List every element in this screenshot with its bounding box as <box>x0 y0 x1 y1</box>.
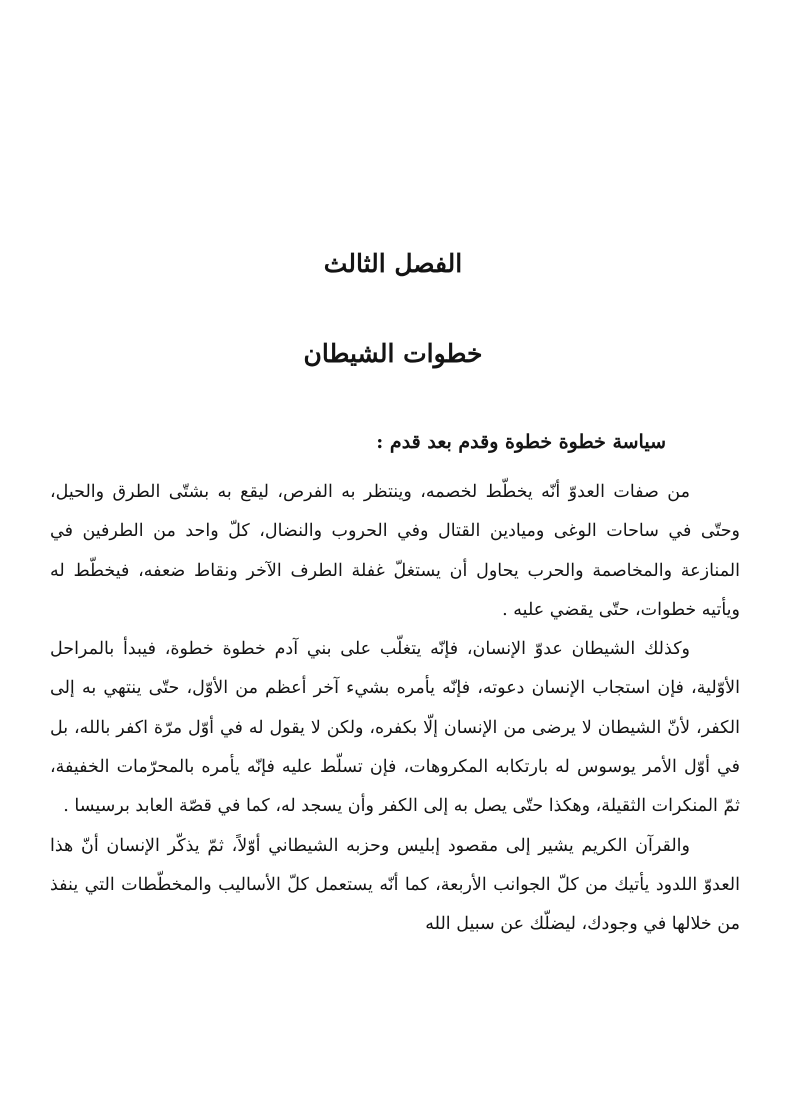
paragraph: من صفات العدوّ أنّه يخطّط لخصمه، وينتظر به الفرص، ليقع به بشتّى الطرق والحيل، وحتّى في ساحات الوغى وميادين القتال وفي الحروب والنضال، كلّ واحد من الطرفين في المنازعة والمخاصمة والحرب يحاول أن يستغلّ غفلة الطرف الآخر ونقاط ضعفه، فيخطّط له ويأتيه خطوات، حتّى يقضي عليه . <box>50 482 740 620</box>
paragraph: وكذلك الشيطان عدوّ الإنسان، فإنّه يتغلّب على بني آدم خطوة خطوة، فيبدأ بالمراحل الأوّلية، فإن استجاب الإنسان دعوته، فإنّه يأمره بشيء آخر أعظم من الأوّل، حتّى ينتهي به إلى الكفر، لأنّ الشيطان لا يرضى من الإنسان إلّا بكفره، ولكن لا يقول له في أوّل مرّة اكفر بالله، بل في أوّل الأمر يوسوس له بارتكابه المكروهات، فإن تسلّط عليه فإنّه يأمره بالمحرّمات الخفيفة، ثمّ المنكرات الثقيلة، وهكذا حتّى يصل به إلى الكفر وأن يسجد له، كما في قصّة العابد برسيسا . <box>50 639 740 817</box>
paragraph: والقرآن الكريم يشير إلى مقصود إبليس وحزبه الشيطاني أوّلاً، ثمّ يذكّر الإنسان أنّ هذا العدوّ اللدود يأتيك من كلّ الجوانب الأربعة، كما أنّه يستعمل كلّ الأساليب والمخطّطات التي ينفذ من خلالها في وجودك، ليضلّك عن سبيل الله <box>50 835 740 935</box>
section-subheading: سياسة خطوة خطوة وقدم بعد قدم : <box>376 431 666 453</box>
chapter-title: الفصل الثالث <box>323 249 463 278</box>
body-text <box>50 473 740 945</box>
section-title: خطوات الشيطان <box>303 339 483 368</box>
